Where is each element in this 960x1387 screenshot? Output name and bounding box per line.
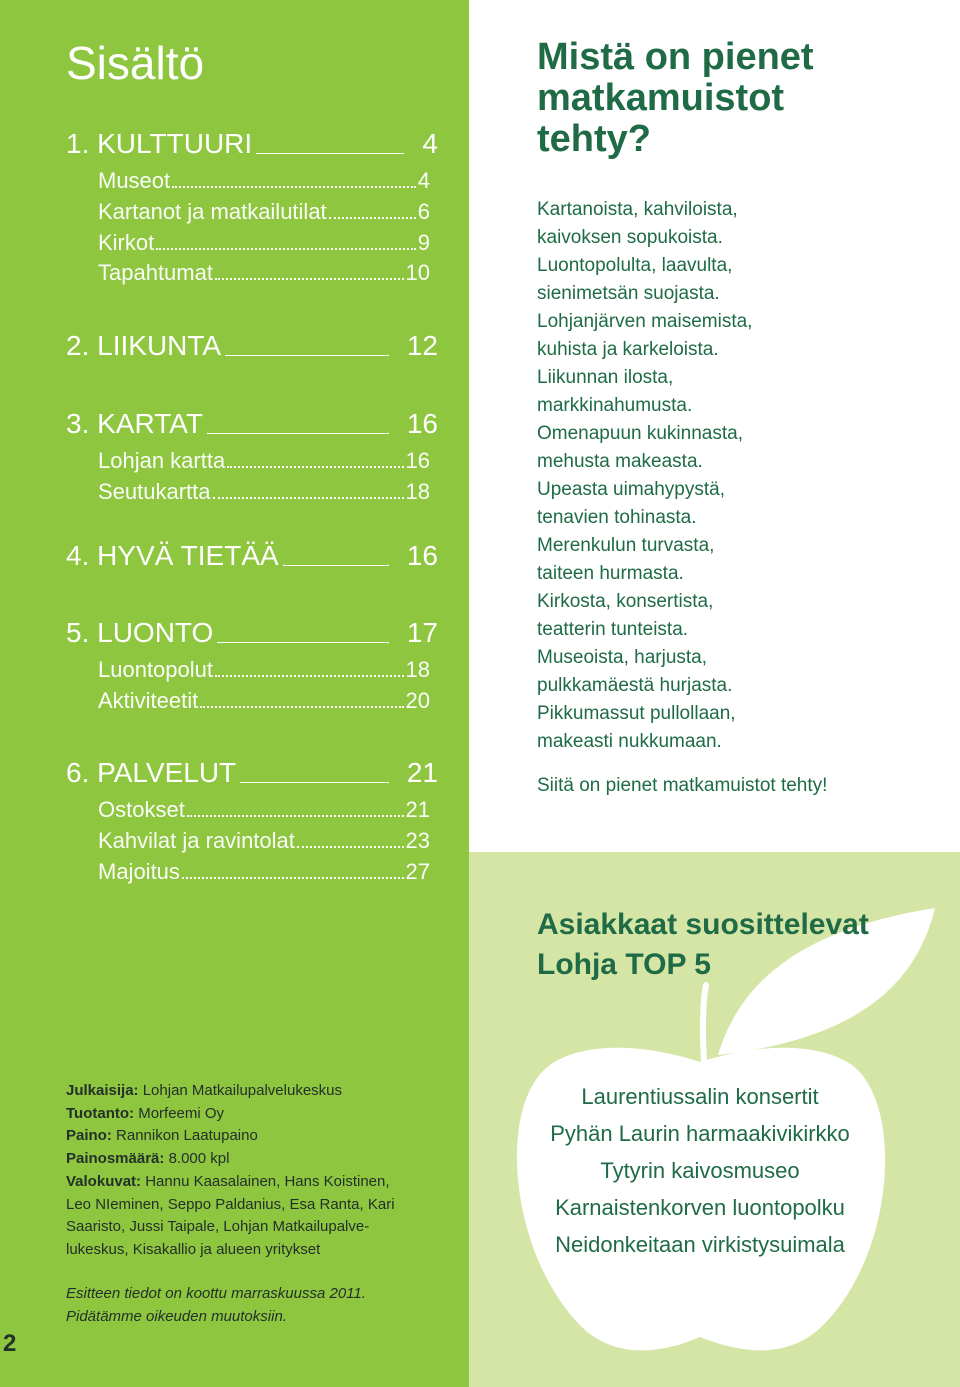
- page-number: 2: [3, 1330, 17, 1357]
- poem: [537, 196, 897, 756]
- poem-line: teatterin tunteista.: [537, 619, 689, 640]
- top5-item: Neidonkeitaan virkistysuimala: [555, 1232, 845, 1257]
- credit-label: Painosmäärä:: [66, 1150, 165, 1168]
- toc-rule: [207, 433, 389, 434]
- toc-item: [98, 795, 430, 823]
- toc-item-label: Kartanot ja matkailutilat: [98, 198, 327, 224]
- toc-rule: [283, 565, 389, 566]
- toc-item-label: Majoitus: [98, 858, 180, 884]
- poem-line: Pikkumassut pullollaan,: [537, 703, 736, 724]
- poem-line: Omenapuun kukinnasta,: [537, 423, 743, 444]
- note-line: Pidätämme oikeuden muutoksiin.: [66, 1308, 287, 1325]
- toc-rule: [217, 642, 389, 643]
- toc-section-label: 4. HYVÄ TIETÄÄ: [66, 540, 279, 571]
- top5-item: Pyhän Laurin harmaakivikirkko: [550, 1121, 850, 1146]
- toc-item: [98, 477, 430, 505]
- poem-line: Kartanoista, kahviloista,: [537, 199, 738, 220]
- poem-line: kaivoksen sopukoista.: [537, 227, 723, 248]
- top5-item: Karnaistenkorven luontopolku: [555, 1195, 845, 1220]
- toc-item-page: 18: [405, 478, 430, 504]
- top5-heading: [537, 905, 869, 985]
- toc-section: [66, 330, 438, 362]
- toc-dot-leader: [329, 217, 416, 219]
- credit-value: Lohjan Matkailupalvelukeskus: [142, 1082, 343, 1099]
- toc-dot-leader: [213, 497, 404, 499]
- credit-value: Rannikon Laatupaino: [116, 1127, 258, 1145]
- poem-line: sienimetsän suojasta.: [537, 283, 720, 304]
- toc-item-label: Kahvilat ja ravintolat: [98, 827, 295, 853]
- credit-value: Hannu Kaasalainen, Hans Koistinen,: [145, 1172, 390, 1190]
- toc-item-label: Seutukartta: [98, 478, 211, 504]
- toc-item: [98, 166, 430, 194]
- disclaimer-note: [66, 1282, 366, 1328]
- toc-rule: [225, 355, 389, 356]
- toc-dot-leader: [187, 815, 404, 817]
- toc-section: [66, 128, 438, 160]
- poem-line: makeasti nukkumaan.: [537, 731, 722, 752]
- toc-section-page: 4: [422, 128, 438, 159]
- toc-item: [98, 655, 430, 683]
- toc-dot-leader: [200, 706, 403, 708]
- top5-list: [520, 1078, 880, 1263]
- toc-section-page: 16: [406, 540, 438, 571]
- poem-closing-line: Siitä on pienet matkamuistot tehty!: [537, 775, 828, 796]
- toc-item-page: 27: [405, 858, 430, 884]
- poem-line: Kirkosta, konsertista,: [537, 591, 714, 612]
- toc-section-page: 17: [406, 617, 438, 648]
- poem-line: Upeasta uimahypystä,: [537, 479, 725, 500]
- toc-item-label: Museot: [98, 168, 171, 193]
- toc-dot-leader: [227, 466, 403, 468]
- toc-rule: [256, 153, 404, 154]
- credit-line: Leo NIeminen, Seppo Paldanius, Esa Ranta, Kari: [66, 1195, 395, 1213]
- poem-line: kuhista ja karkeloista.: [537, 339, 719, 360]
- toc-item: [98, 446, 430, 474]
- credit-line: [66, 1171, 446, 1194]
- toc-section: [66, 408, 438, 440]
- toc-item: [98, 686, 430, 714]
- top5-item: Tytyrin kaivosmuseo: [600, 1158, 800, 1183]
- toc-section-page: 16: [406, 408, 438, 439]
- credit-line: [66, 1103, 446, 1126]
- toc-item-label: Ostokset: [98, 797, 185, 822]
- top5-item: Laurentiussalin konsertit: [581, 1084, 819, 1109]
- poem-line: Lohjanjärven maisemista,: [537, 311, 753, 332]
- toc-section-label: 1. KULTTUURI: [66, 128, 253, 159]
- poem-line: taiteen hurmasta.: [537, 563, 684, 584]
- toc-item-page: 23: [405, 827, 430, 853]
- toc-item-page: 16: [405, 448, 430, 473]
- credits: [66, 1080, 446, 1262]
- credit-line: Saaristo, Jussi Taipale, Lohjan Matkailupalve-: [66, 1218, 370, 1236]
- poem-line: tenavien tohinasta.: [537, 507, 697, 528]
- apple-stem: [703, 985, 706, 1062]
- toc-section: [66, 757, 438, 789]
- article-heading: [537, 37, 877, 160]
- toc-item-page: 9: [417, 229, 430, 255]
- top5-heading-line: Lohja TOP 5: [537, 948, 711, 981]
- toc-section: [66, 540, 438, 572]
- toc-item-label: Luontopolut: [98, 657, 213, 682]
- toc-dot-leader: [215, 675, 404, 677]
- poem-line: Luontopolulta, laavulta,: [537, 255, 733, 276]
- toc-dot-leader: [172, 186, 416, 188]
- credit-line: [66, 1080, 446, 1103]
- credit-line: [66, 1125, 446, 1148]
- toc-title: Sisältö: [66, 37, 205, 89]
- toc-section-page: 12: [406, 330, 438, 361]
- credit-label: Valokuvat:: [66, 1172, 142, 1190]
- toc-item-label: Aktiviteetit: [98, 687, 199, 713]
- toc-rule: [240, 782, 389, 783]
- toc-item: [98, 857, 430, 885]
- toc-dot-leader: [156, 248, 416, 250]
- credit-line: lukeskus, Kisakallio ja alueen yritykset: [66, 1240, 321, 1258]
- article-heading-line: tehty?: [537, 118, 651, 160]
- toc-section-label: 2. LIIKUNTA: [66, 330, 222, 361]
- toc-section-label: 3. KARTAT: [66, 408, 203, 439]
- toc-dot-leader: [215, 278, 404, 280]
- toc-item: [98, 228, 430, 256]
- toc-section-label: 6. PALVELUT: [66, 757, 237, 788]
- credit-label: Tuotanto:: [66, 1104, 135, 1122]
- toc-dot-leader: [297, 846, 404, 848]
- credit-label: Julkaisija:: [66, 1082, 139, 1099]
- credit-label: Paino:: [66, 1127, 112, 1145]
- toc-item-label: Tapahtumat: [98, 260, 213, 286]
- credit-value: Morfeemi Oy: [138, 1104, 225, 1122]
- poem-line: pulkkamäestä hurjasta.: [537, 675, 733, 696]
- toc-item-label: Kirkot: [98, 229, 155, 255]
- poem-line: Liikunnan ilosta,: [537, 367, 674, 388]
- poem-line: Museoista, harjusta,: [537, 647, 708, 668]
- poem-line: markkinahumusta.: [537, 395, 693, 416]
- toc-item-page: 4: [417, 168, 430, 193]
- toc-item: [98, 258, 430, 286]
- toc-item-page: 6: [417, 198, 430, 224]
- credit-value: 8.000 kpl: [168, 1150, 230, 1168]
- note-line: Esitteen tiedot on koottu marraskuussa 2011.: [66, 1285, 366, 1302]
- toc-item-page: 10: [405, 260, 430, 286]
- toc-item-page: 20: [405, 687, 430, 713]
- article-heading-line: matkamuistot: [537, 77, 785, 119]
- toc-item-page: 18: [405, 657, 430, 682]
- poem-line: mehusta makeasta.: [537, 451, 703, 472]
- toc-item-page: 21: [405, 797, 430, 822]
- toc-item-label: Lohjan kartta: [98, 448, 226, 473]
- article-heading-line: Mistä on pienet: [537, 36, 814, 78]
- toc-section-label: 5. LUONTO: [66, 617, 214, 648]
- top5-heading-line: Asiakkaat suosittelevat: [537, 908, 869, 941]
- poem-line: Merenkulun turvasta,: [537, 535, 715, 556]
- toc-item: [98, 197, 430, 225]
- toc-section: [66, 617, 438, 649]
- toc-section-page: 21: [406, 757, 438, 788]
- toc-dot-leader: [182, 877, 404, 879]
- toc-item: [98, 826, 430, 854]
- credit-line: [66, 1148, 446, 1171]
